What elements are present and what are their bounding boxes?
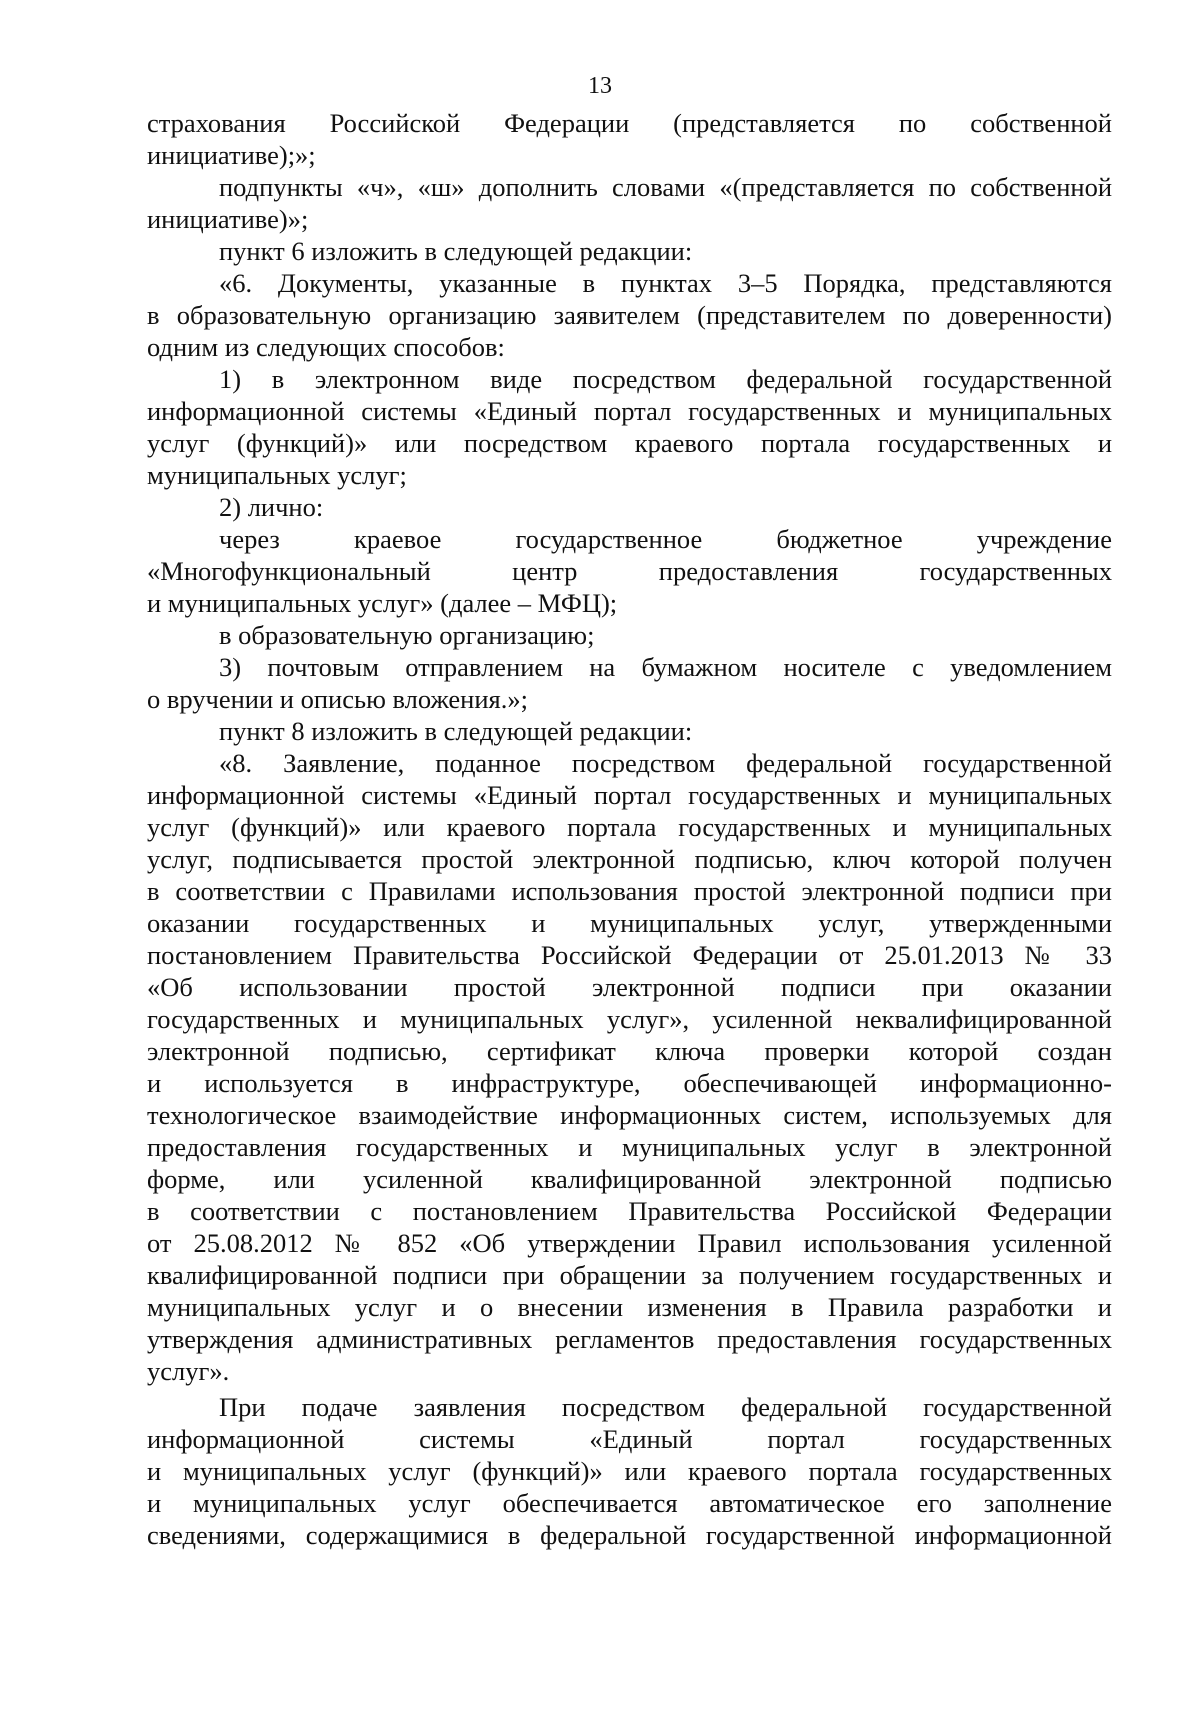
- text-line: оказании государственных и муниципальных услуг, утвержденными: [147, 908, 1112, 938]
- text-line: пункт 6 изложить в следующей редакции:: [219, 236, 693, 266]
- text-line: и муниципальных услуг обеспечивается автоматическое его заполнение: [147, 1488, 1112, 1518]
- text-line: 1) в электронном виде посредством федеральной государственной: [219, 364, 1112, 394]
- text-line: квалифицированной подписи при обращении за получением государственных и: [147, 1260, 1112, 1290]
- page-number: 13: [588, 73, 612, 99]
- text-line: услуг (функций)» или краевого портала государственных и муниципальных: [147, 812, 1112, 842]
- text-line: в соответствии с Правилами использования простой электронной подписи при: [147, 876, 1112, 906]
- text-line: сведениями, содержащимися в федеральной государственной информационной: [147, 1520, 1112, 1550]
- text-line: инициативе)»;: [147, 204, 309, 234]
- text-line: форме, или усиленной квалифицированной электронной подписью: [147, 1164, 1112, 1194]
- text-line: электронной подписью, сертификат ключа проверки которой создан: [147, 1036, 1112, 1066]
- text-line: информационной системы «Единый портал государственных и муниципальных: [147, 396, 1112, 426]
- text-line: предоставления государственных и муниципальных услуг в электронной: [147, 1132, 1112, 1162]
- text-line: и муниципальных услуг (функций)» или краевого портала государственных: [147, 1456, 1112, 1486]
- text-line: муниципальных услуг и о внесении изменения в Правила разработки и: [147, 1292, 1112, 1322]
- text-line: «Многофункциональный центр предоставления государственных: [147, 556, 1112, 586]
- text-line: утверждения административных регламентов предоставления государственных: [147, 1324, 1112, 1354]
- text-line: услуг (функций)» или посредством краевого портала государственных и: [147, 428, 1112, 458]
- text-line: технологическое взаимодействие информационных систем, используемых для: [147, 1100, 1112, 1130]
- text-line: инициативе);»;: [147, 140, 316, 170]
- text-line: муниципальных услуг;: [147, 460, 407, 490]
- text-line: 3) почтовым отправлением на бумажном носителе с уведомлением: [219, 652, 1112, 682]
- text-line: информационной системы «Единый портал государственных и муниципальных: [147, 780, 1112, 810]
- text-line: от 25.08.2012 № 852 «Об утверждении Правил использования усиленной: [147, 1228, 1112, 1258]
- text-line: и муниципальных услуг» (далее – МФЦ);: [147, 588, 618, 618]
- text-line: «8. Заявление, поданное посредством федеральной государственной: [219, 748, 1112, 778]
- text-line: услуг, подписывается простой электронной подписью, ключ которой получен: [147, 844, 1112, 874]
- text-line: через краевое государственное бюджетное учреждение: [219, 524, 1112, 554]
- text-line: пункт 8 изложить в следующей редакции:: [219, 716, 693, 746]
- text-line: страхования Российской Федерации (представляется по собственной: [147, 108, 1112, 138]
- text-line: государственных и муниципальных услуг», усиленной неквалифицированной: [147, 1004, 1112, 1034]
- text-line: в соответствии с постановлением Правительства Российской Федерации: [147, 1196, 1112, 1226]
- text-line: и используется в инфраструктуре, обеспечивающей информационно-: [147, 1068, 1112, 1098]
- text-line: одним из следующих способов:: [147, 332, 505, 362]
- text-line: в образовательную организацию заявителем (представителем по доверенности): [147, 300, 1112, 330]
- text-line: 2) лично:: [219, 492, 324, 522]
- text-line: При подаче заявления посредством федеральной государственной: [219, 1392, 1112, 1422]
- text-line: о вручении и описью вложения.»;: [147, 684, 528, 714]
- text-line: «6. Документы, указанные в пунктах 3–5 Порядка, представляются: [219, 268, 1112, 298]
- text-line: информационной системы «Единый портал государственных: [147, 1424, 1112, 1454]
- text-line: в образовательную организацию;: [219, 620, 595, 650]
- text-line: услуг».: [147, 1356, 230, 1386]
- text-line: подпункты «ч», «ш» дополнить словами «(представляется по собственной: [219, 172, 1112, 202]
- text-line: постановлением Правительства Российской Федерации от 25.01.2013 № 33: [147, 940, 1112, 970]
- text-line: «Об использовании простой электронной подписи при оказании: [147, 972, 1112, 1002]
